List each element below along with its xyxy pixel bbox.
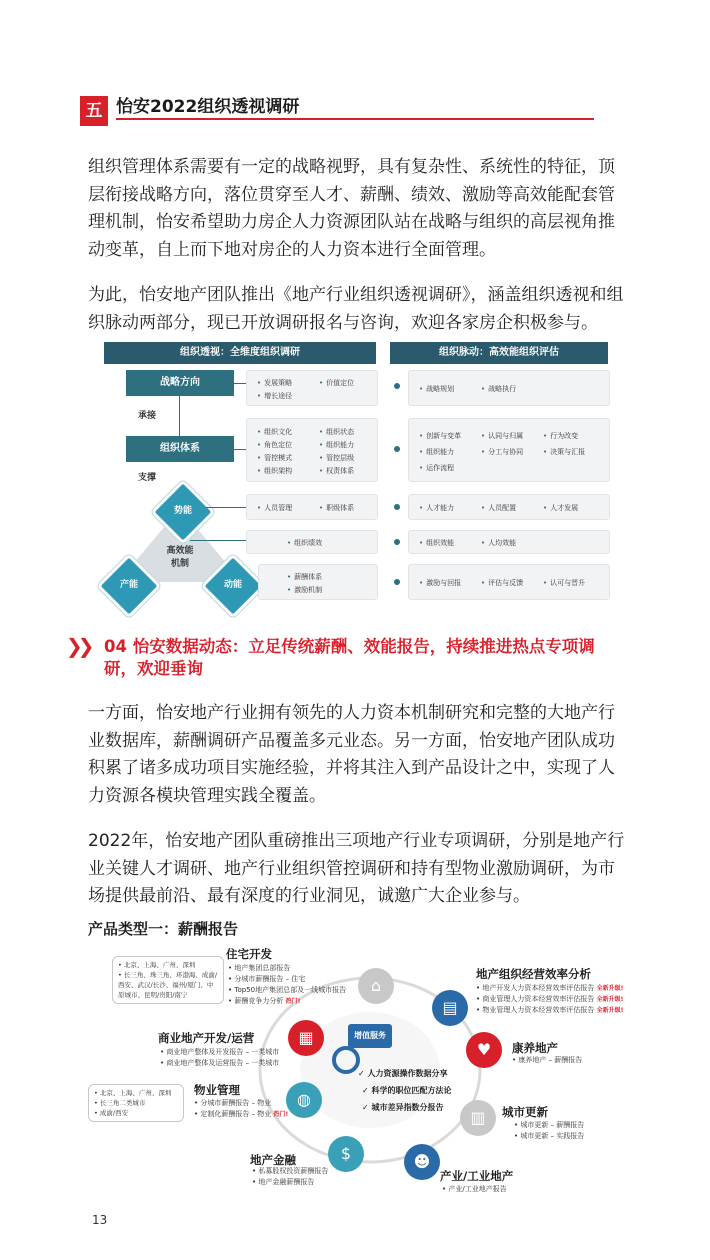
left-row-3: [246, 494, 378, 520]
section-04-title: 怡安数据动态：立足传统薪酬、效能报告，持续推进热点专项调研，欢迎垂询: [104, 637, 595, 678]
industrial-item: • 产业/工业地产报告: [442, 1184, 507, 1195]
right-item: • 创新与变革: [419, 431, 461, 441]
row-dot: [394, 539, 400, 545]
triangle-center-line1: 高效能: [166, 546, 194, 556]
left-row-2: [246, 418, 378, 482]
connect-label: 承接: [138, 411, 157, 421]
right-item: • 认可与晋升: [543, 578, 585, 588]
left-item: • 增长途径: [257, 391, 292, 401]
left-item: • 管控层级: [319, 453, 354, 463]
center-item: ✓ 城市差异指数分报告: [362, 1102, 444, 1113]
property-item: • 分城市薪酬报告 – 物业: [194, 1098, 288, 1109]
note-item: • 北京、上海、广州、深圳: [118, 960, 218, 970]
right-row-1: [408, 370, 610, 406]
center-item: ✓ 科学的职位匹配方法论: [362, 1085, 452, 1096]
right-item: • 行为改变: [543, 431, 578, 441]
residential-title: 住宅开发: [226, 947, 272, 961]
right-row-5: [408, 564, 610, 600]
upgrade-tag: 全新升级!: [596, 985, 624, 992]
arrow: [206, 507, 246, 508]
arrow: [234, 383, 246, 384]
left-item: • 组织绩效: [287, 538, 322, 548]
paragraph-3: 一方面，怡安地产行业拥有领先的人力资本机制研究和完整的大地产行业数据库，薪酬调研产品覆盖多元业态。另一方面，怡安地产团队成功积累了诸多成功项目实施经验，并将其注入到产品设计之中，实现了人力资源各模块管理实践全覆盖。: [88, 703, 615, 806]
commercial-list: [160, 1047, 279, 1069]
property-title: 物业管理: [194, 1083, 240, 1097]
left-row-4: [246, 530, 378, 554]
left-row-5: [258, 564, 378, 600]
left-item: • 角色定位: [257, 440, 292, 450]
value-added-label: 增值服务: [348, 1024, 392, 1048]
residential-item: 薪酬竞争力分析: [234, 997, 284, 1005]
row-dot: [394, 504, 400, 510]
money-icon: $: [328, 1136, 364, 1172]
finance-title: 地产金融: [250, 1153, 296, 1167]
upgrade-tag: 全新升级!: [596, 996, 624, 1003]
elderly-care-item: • 康养地产 – 薪酬报告: [512, 1055, 582, 1066]
left-item: • 组织架构: [257, 466, 292, 476]
right-item: • 评估与反馈: [481, 578, 523, 588]
hot-tag: 热门!: [273, 1111, 289, 1118]
right-item: • 人才发展: [543, 503, 578, 513]
left-item: • 人员管理: [257, 503, 292, 513]
right-item: • 人员配置: [481, 503, 516, 513]
urban-renewal-item: • 城市更新 – 薪酬报告: [514, 1120, 584, 1131]
left-item: • 权责体系: [319, 466, 354, 476]
strategy-direction-box: 战略方向: [126, 370, 234, 396]
left-item: • 薪酬体系: [287, 572, 322, 582]
right-row-3: [408, 494, 610, 520]
upgrade-tag: 全新升级!: [596, 1007, 624, 1014]
arrow: [190, 540, 246, 541]
left-item: • 职级体系: [319, 503, 354, 513]
commercial-item: • 商业地产整体及运营报告 – 一类城市: [160, 1058, 279, 1069]
hot-tag: 热门!: [285, 998, 301, 1005]
right-item: • 组织能力: [419, 447, 454, 457]
note-item: • 成渝/西安: [94, 1108, 178, 1118]
right-item: • 战略规划: [419, 384, 454, 394]
residential-item: • Top50地产集团总部及一线城市报告: [228, 985, 346, 996]
residential-cities-note: [112, 956, 224, 1004]
right-item: • 决策与汇报: [543, 447, 585, 457]
chevron-right-icon: ❯❯: [66, 634, 90, 658]
left-item: • 组织能力: [319, 440, 354, 450]
property-item: 定制化薪酬报告 – 物业: [200, 1110, 272, 1118]
row-dot: [394, 579, 400, 585]
left-item: • 组织文化: [257, 427, 292, 437]
left-item: • 组织状态: [319, 427, 354, 437]
capacity-label: 产能: [119, 580, 138, 590]
right-header: 组织脉动：高效能组织评估: [390, 342, 608, 364]
people-icon: ☻: [404, 1144, 440, 1180]
finance-list: [252, 1166, 328, 1188]
efficiency-title: 地产组织经营效率分析: [476, 967, 591, 981]
note-item: • 长三角、珠三角、环渤海、成渝/西安、武汉/长沙、福州/厦门、中原城市、昆明/贵阳/南宁: [118, 970, 218, 1000]
left-item: • 管控模式: [257, 453, 292, 463]
section-04-heading: [104, 636, 624, 680]
commercial-title: 商业地产开发/运营: [158, 1031, 255, 1045]
support-label: 支撑: [138, 473, 157, 483]
property-list: [194, 1098, 288, 1120]
left-header: 组织透视：全维度组织调研: [104, 342, 376, 364]
house-icon: ⌂: [358, 968, 394, 1004]
globe-icon: ◍: [286, 1082, 322, 1118]
right-item: • 分工与协同: [481, 447, 523, 457]
right-item: • 运作流程: [419, 463, 454, 473]
efficiency-list: [476, 983, 623, 1016]
right-item: • 激励与回报: [419, 578, 461, 588]
property-cities-note: [88, 1084, 184, 1122]
row-dot: [394, 383, 400, 389]
right-item: • 人均效能: [481, 538, 516, 548]
residential-list: [228, 963, 346, 1007]
left-item: • 发展策略: [257, 378, 292, 388]
org-system-box: 组织体系: [126, 436, 234, 462]
arrow: [234, 449, 246, 450]
left-row-1: [246, 370, 378, 406]
page-number: 13: [92, 1213, 108, 1227]
row-dot: [394, 446, 400, 452]
left-item: • 价值定位: [319, 378, 354, 388]
potential-label: 势能: [173, 506, 192, 516]
triangle-center-line2: 机制: [170, 559, 189, 569]
city-icon: ▥: [460, 1100, 496, 1136]
right-item: • 组织效能: [419, 538, 454, 548]
right-item: • 战略执行: [481, 384, 516, 394]
magnifier-icon: [332, 1046, 360, 1074]
note-item: • 长三角二类城市: [94, 1098, 178, 1108]
section-title: 怡安2022组织透视调研: [116, 97, 300, 117]
note-item: • 北京、上海、广州、深圳: [94, 1088, 178, 1098]
right-row-4: [408, 530, 610, 554]
product-type-label: 产品类型一：薪酬报告: [88, 920, 239, 938]
section-04-number: 04: [104, 637, 127, 656]
paragraph-1: 组织管理体系需要有一定的战略视野，具有复杂性、系统性的特征，顶层衔接战略方向，落位贯穿至人才、薪酬、绩效、激励等高效能配套管理机制，怡安希望助力房企人力资源团队站在战略与组织的高层视角推动变革，自上而下地对房企的人力资本进行全面管理。: [88, 157, 615, 260]
paragraph-2: 为此，怡安地产团队推出《地产行业组织透视调研》，涵盖组织透视和组织脉动两部分，现已开放调研报名与咨询，欢迎各家房企积极参与。: [88, 285, 624, 333]
triangle-center: [155, 545, 205, 571]
document-icon: ▤: [432, 990, 468, 1026]
right-row-2: [408, 418, 610, 482]
urban-renewal-list: [514, 1120, 584, 1142]
residential-item: • 分城市薪酬报告 – 住宅: [228, 974, 346, 985]
elderly-care-title: 康养地产: [512, 1041, 558, 1055]
efficiency-item: 物业管理人力资本经营效率评估报告: [482, 1006, 595, 1014]
commercial-item: • 商业地产整体及开发报告 – 一类城市: [160, 1047, 279, 1058]
residential-item: • 地产集团总部报告: [228, 963, 346, 974]
momentum-label: 动能: [223, 580, 242, 590]
section-underline: [116, 118, 594, 120]
efficiency-item: 商业管理人力资本经营效率评估报告: [482, 995, 595, 1003]
urban-renewal-title: 城市更新: [502, 1105, 548, 1119]
industrial-list: [442, 1184, 507, 1195]
heart-hand-icon: ♥: [466, 1032, 502, 1068]
paragraph-4: 2022年，怡安地产团队重磅推出三项地产行业专项调研，分别是地产行业关键人才调研、地产行业组织管控调研和持有型物业激励调研，为市场提供最前沿、最有深度的行业洞见，诚邀广大企业参与。: [88, 831, 625, 906]
efficiency-item: 地产开发人力资本经营效率评估报告: [482, 984, 595, 992]
industrial-title: 产业/工业地产: [440, 1169, 514, 1183]
section-number-badge: 五: [80, 96, 108, 126]
finance-item: • 私募股权投资薪酬报告: [252, 1166, 328, 1177]
urban-renewal-item: • 城市更新 – 实践报告: [514, 1131, 584, 1142]
right-item: • 认同与归属: [481, 431, 523, 441]
center-item: ✓ 人力资源操作数据分享: [358, 1068, 448, 1079]
right-item: • 人才能力: [419, 503, 454, 513]
left-item: • 激励机制: [287, 585, 322, 595]
store-icon: ▦: [288, 1020, 324, 1056]
finance-item: • 地产金融薪酬报告: [252, 1177, 328, 1188]
elderly-care-list: [512, 1055, 582, 1066]
